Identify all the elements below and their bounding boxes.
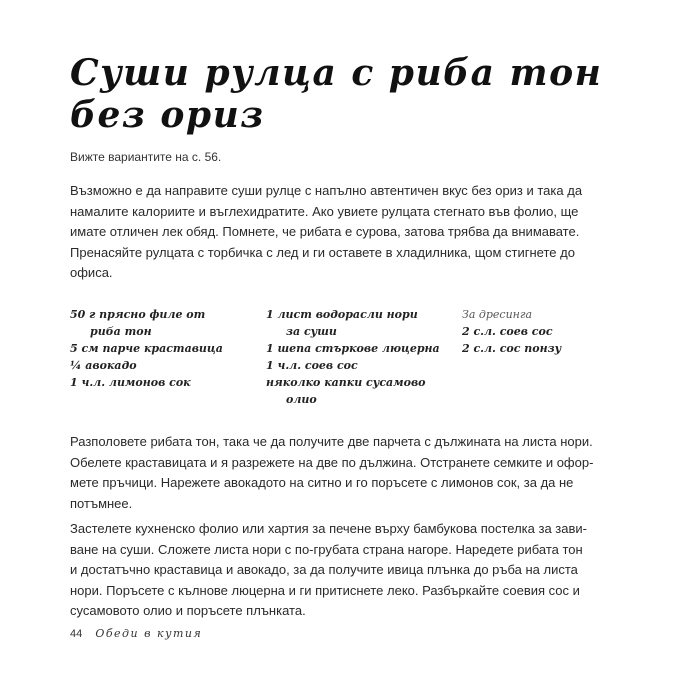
page-number: 44 xyxy=(70,628,83,640)
ingredient-item: 1 ч.л. соев сос xyxy=(266,359,358,372)
ingredients-column-1 xyxy=(70,306,223,391)
ingredient-item: 5 см парче краставица xyxy=(70,342,223,355)
ingredient-item: 1 шепа стъркове люцерна xyxy=(266,342,440,355)
ingredient-item: риба тон xyxy=(90,325,152,338)
text-line: нори. Поръсете с кълнове люцерна и ги притиснете леко. Разбъркайте соевия сос и xyxy=(70,582,580,598)
method-step-1 xyxy=(70,432,634,514)
text-line: Разполовете рибата тон, така че да получите две парчета с дължината на листа нори. xyxy=(70,434,593,449)
dressing-column xyxy=(462,306,561,357)
title-line: Суши рулца с риба тон xyxy=(70,52,603,94)
text-line: сусамовото олио и поръсете плънката. xyxy=(70,603,306,618)
title-line: без ориз xyxy=(70,94,265,136)
dressing-heading: За дресинга xyxy=(462,308,533,321)
text-line: потъмнее. xyxy=(70,495,133,511)
recipe-title xyxy=(70,52,650,136)
ingredient-item: 50 г прясно филе от xyxy=(70,308,206,321)
method-step-2 xyxy=(70,519,634,622)
ingredient-item: 2 с.л. сос понзу xyxy=(462,342,562,355)
page-footer xyxy=(70,627,202,640)
text-line: Обелете краставицата и я разрежете на две по дължина. Отстранете семките и офор- xyxy=(70,454,594,470)
book-title: Обеди в кутия xyxy=(95,627,203,640)
ingredient-item: 1 ч.л. лимонов сок xyxy=(70,376,191,389)
text-line: ване на суши. Сложете листа нори с по-грубата страна нагоре. Наредете рибата тон xyxy=(70,541,583,557)
ingredients-column-2 xyxy=(266,306,440,408)
ingredient-item: за суши xyxy=(286,325,337,338)
ingredient-item: олио xyxy=(286,393,317,406)
ingredient-item: 1 лист водорасли нори xyxy=(266,308,418,321)
ingredient-item: ¼ авокадо xyxy=(70,359,137,372)
text-line: Застелете кухненско фолио или хартия за печене върху бамбукова постелка за зави- xyxy=(70,521,587,536)
ingredient-item: няколко капки сусамово xyxy=(266,376,426,389)
text-line: мете пръчици. Нарежете авокадото на ситно и го поръсете с лимонов сок, за да не xyxy=(70,475,574,490)
ingredient-item: 2 с.л. соев сос xyxy=(462,325,553,338)
text-line: и достатъчно краставица и авокадо, за да получите ивица плънка до ръба на листа xyxy=(70,562,578,577)
see-also-note: Вижте вариантите на с. 56. xyxy=(70,150,222,164)
text-line: офиса. xyxy=(70,265,113,280)
text-line: намалите калориите и въглехидратите. Ако увиете рулцата стегнато във фолио, ще xyxy=(70,203,579,219)
text-line: Възможно е да направите суши рулце с напълно автентичен вкус без ориз и така да xyxy=(70,183,583,198)
text-line: имате отличен лек обяд. Помнете, че рибата е сурова, затова трябва да внимавате. xyxy=(70,224,580,239)
text-line: Пренасяйте рулцата с торбичка с лед и ги оставете в хладилника, щом стигнете до xyxy=(70,244,575,260)
intro-paragraph xyxy=(70,181,634,284)
